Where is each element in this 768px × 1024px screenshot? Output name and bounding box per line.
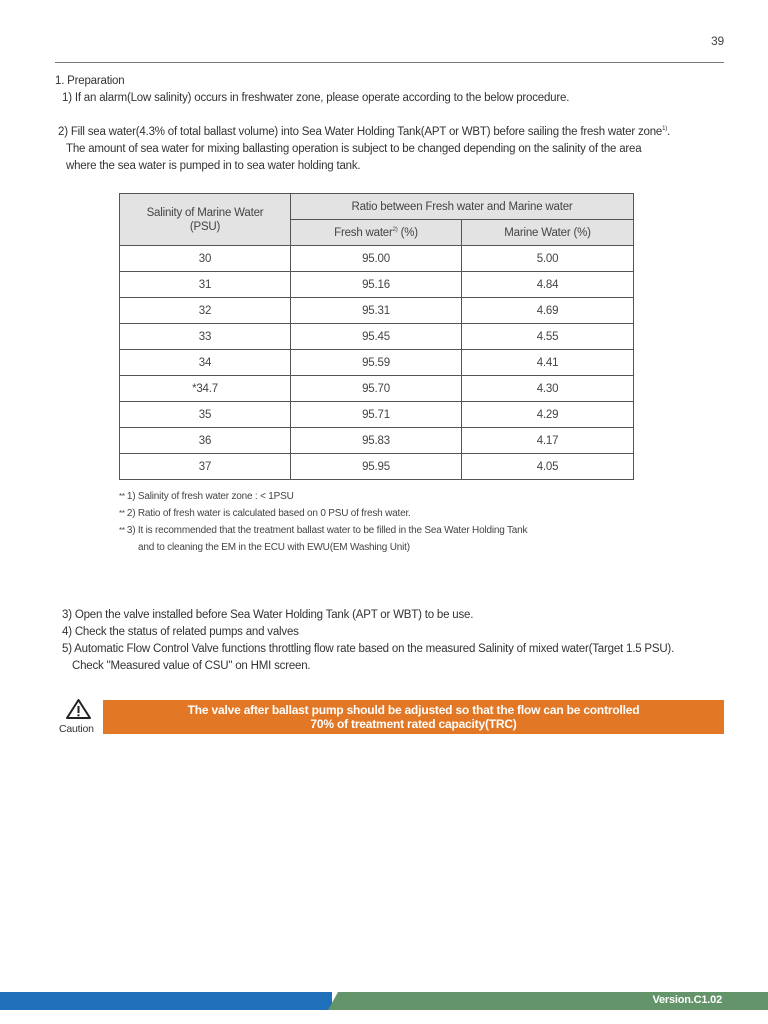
section-title: 1. Preparation <box>55 75 125 87</box>
table-row <box>120 246 634 272</box>
caution-text-line2: 70% of treatment rated capacity(TRC) <box>310 717 517 731</box>
cell-marine: 5.00 <box>462 246 634 272</box>
cell-fresh: 95.59 <box>291 350 462 376</box>
cell-salinity: 32 <box>120 298 291 324</box>
cell-marine: 4.30 <box>462 376 634 402</box>
cell-fresh: 95.70 <box>291 376 462 402</box>
table-row <box>120 324 634 350</box>
cell-fresh: 95.45 <box>291 324 462 350</box>
caution-banner <box>103 700 724 734</box>
footnote-2-text: 2) Ratio of fresh water is calculated based on 0 PSU of fresh water. <box>126 508 411 519</box>
footer-version: Version.C1.02 <box>652 994 722 1006</box>
cell-marine: 4.05 <box>462 454 634 480</box>
step-2-footnote-ref: 1) <box>662 126 668 133</box>
header-marine-water: Marine Water (%) <box>462 220 634 246</box>
step-2-line1-end: . <box>667 126 671 138</box>
table-row <box>120 272 634 298</box>
footnote-1-text: 1) Salinity of fresh water zone : < 1PSU <box>126 491 294 502</box>
cell-salinity: 30 <box>120 246 291 272</box>
table-row <box>120 428 634 454</box>
footnote-3 <box>119 524 527 537</box>
step-4-text: 4) Check the status of related pumps and valves <box>62 626 299 638</box>
cell-marine: 4.17 <box>462 428 634 454</box>
table-row <box>120 350 634 376</box>
step-3-text: 3) Open the valve installed before Sea Water Holding Tank (APT or WBT) to be use. <box>62 609 474 621</box>
header-salinity-line2: (PSU) <box>189 220 221 233</box>
cell-salinity: 36 <box>120 428 291 454</box>
cell-fresh: 95.95 <box>291 454 462 480</box>
footer-blue-band <box>0 992 332 1010</box>
footnote-3-line2: and to cleaning the EM in the ECU with EWU(EM Washing Unit) <box>138 542 410 553</box>
page-number: 39 <box>711 34 724 48</box>
step-2-line3: where the sea water is pumped in to sea water holding tank. <box>66 160 361 172</box>
footnote-mark: ** <box>119 526 125 535</box>
caution-text-line1: The valve after ballast pump should be adjusted so that the flow can be controlled <box>187 703 640 717</box>
step-5-text: 5) Automatic Flow Control Valve functions throttling flow rate based on the measured Salinity of mixed water(Target 1.5 PSU). <box>62 643 675 655</box>
header-fresh-footnote-ref: 2) <box>392 226 398 233</box>
step-2-line1: 2) Fill sea water(4.3% of total ballast volume) into Sea Water Holding Tank(APT or WBT) before sailing the fresh water zone <box>58 126 663 138</box>
salinity-ratio-table <box>119 193 634 480</box>
step-1-text: 1) If an alarm(Low salinity) occurs in freshwater zone, please operate according to the below procedure. <box>62 92 570 104</box>
step-2-text <box>58 125 670 139</box>
footnote-1 <box>119 490 294 503</box>
cell-marine: 4.55 <box>462 324 634 350</box>
footnote-3-text: 3) It is recommended that the treatment ballast water to be filled in the Sea Water Holding Tank <box>126 525 528 536</box>
table-row <box>120 376 634 402</box>
table-row <box>120 298 634 324</box>
step-5-line2: Check "Measured value of CSU" on HMI screen. <box>72 660 311 672</box>
cell-marine: 4.29 <box>462 402 634 428</box>
warning-triangle-icon <box>65 698 92 720</box>
table-row <box>120 454 634 480</box>
footnote-2 <box>119 507 411 520</box>
cell-marine: 4.41 <box>462 350 634 376</box>
cell-fresh: 95.31 <box>291 298 462 324</box>
header-divider <box>55 62 724 63</box>
cell-fresh: 95.00 <box>291 246 462 272</box>
table-row <box>120 402 634 428</box>
cell-fresh: 95.71 <box>291 402 462 428</box>
cell-salinity: *34.7 <box>120 376 291 402</box>
cell-salinity: 31 <box>120 272 291 298</box>
cell-salinity: 34 <box>120 350 291 376</box>
cell-salinity: 33 <box>120 324 291 350</box>
cell-salinity: 37 <box>120 454 291 480</box>
cell-marine: 4.69 <box>462 298 634 324</box>
header-fresh-water <box>291 220 462 246</box>
header-salinity-line1: Salinity of Marine Water <box>146 206 264 219</box>
header-ratio-group: Ratio between Fresh water and Marine water <box>291 194 634 220</box>
footnote-mark: ** <box>119 492 125 501</box>
cell-salinity: 35 <box>120 402 291 428</box>
header-salinity <box>120 194 291 246</box>
header-fresh-label: Fresh water <box>334 226 393 239</box>
header-fresh-unit: (%) <box>397 226 418 239</box>
cell-fresh: 95.16 <box>291 272 462 298</box>
cell-marine: 4.84 <box>462 272 634 298</box>
footnote-mark: ** <box>119 509 125 518</box>
cell-fresh: 95.83 <box>291 428 462 454</box>
step-2-line2: The amount of sea water for mixing ballasting operation is subject to be changed depending on the salinity of the area <box>66 143 642 155</box>
caution-label: Caution <box>59 723 94 735</box>
